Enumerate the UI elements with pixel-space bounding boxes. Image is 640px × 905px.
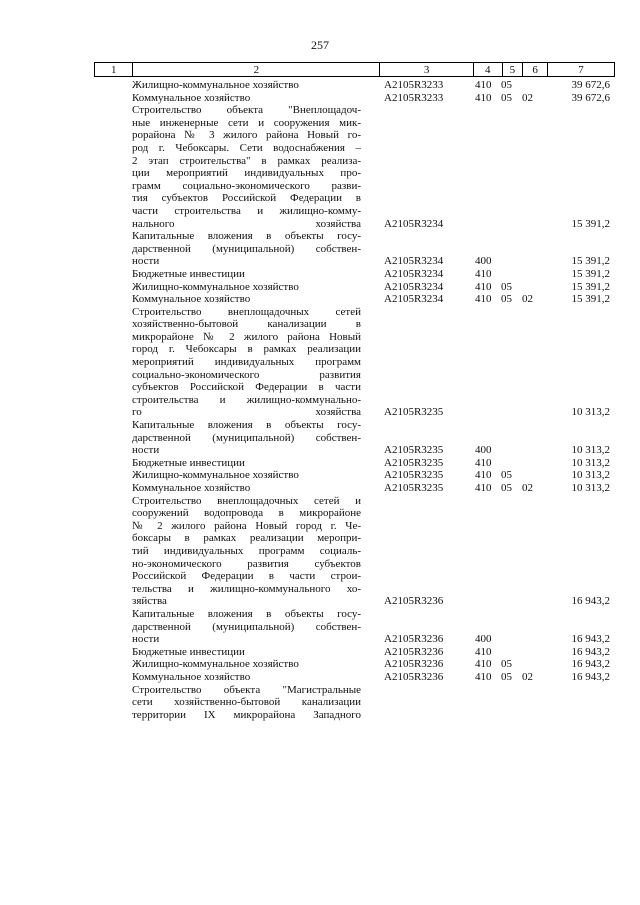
amount: 10 313,2 xyxy=(571,406,610,419)
amount: 15 391,2 xyxy=(571,217,610,230)
description-line: род г. Чебоксары. Сети водоснабжения – xyxy=(132,141,361,154)
amount: 15 391,2 xyxy=(571,280,610,293)
amount: 10 313,2 xyxy=(571,469,610,482)
target-code: A2105R3233 xyxy=(384,91,444,104)
description-line: № 2 жилого района Новый город г. Че- xyxy=(132,519,361,532)
expense-type: 410 xyxy=(475,280,492,293)
expense-type: 410 xyxy=(475,456,492,469)
description-line: территории IX микрорайона Западного xyxy=(132,708,361,721)
expense-type: 400 xyxy=(475,444,492,457)
description-line: 2 этап строительства" в рамках реализа- xyxy=(132,154,361,167)
description-line: дарственной (муниципальной) собствен- xyxy=(132,431,361,444)
description-line: Бюджетные инвестиции xyxy=(132,456,245,469)
description-line: Коммунальное хозяйство xyxy=(132,482,251,494)
description-line: Капитальные вложения в объекты госу- xyxy=(132,230,361,243)
target-code: A2105R3235 xyxy=(384,456,444,469)
row-description xyxy=(132,230,361,268)
table-row xyxy=(0,671,640,684)
row-description xyxy=(132,457,361,470)
header-col-6: 6 xyxy=(523,63,548,77)
description-line: сети хозяйственно-бытовой канализации xyxy=(132,696,361,709)
row-description xyxy=(132,469,361,482)
table-row xyxy=(0,268,640,281)
description-line: Строительство внеплощадочных сетей xyxy=(132,305,361,318)
table-row xyxy=(0,419,640,457)
description-line: город г. Чебоксары в рамках реализации xyxy=(132,343,361,356)
description-line: грамм социально-экономического разви- xyxy=(132,179,361,192)
description-line: хозяйственно-бытовой канализации в xyxy=(132,318,361,331)
expense-type: 410 xyxy=(475,79,492,91)
amount: 10 313,2 xyxy=(571,444,610,457)
table-row xyxy=(0,482,640,495)
expense-type: 410 xyxy=(475,658,492,671)
row-description xyxy=(132,281,361,294)
target-code: A2105R3235 xyxy=(384,444,444,457)
header-col-4: 4 xyxy=(473,63,502,77)
expense-type: 410 xyxy=(475,267,492,280)
target-code: A2105R3234 xyxy=(384,255,444,268)
table-row xyxy=(0,495,640,608)
target-code: A2105R3235 xyxy=(384,482,444,494)
table-row xyxy=(0,684,640,722)
description-line: строительства и жилищно-коммунально- xyxy=(132,393,361,406)
description-line: боксары в рамках реализации меропри- xyxy=(132,532,361,545)
subsection-code: 02 xyxy=(522,293,533,306)
description-line: Бюджетные инвестиции xyxy=(132,645,245,658)
section-code: 05 xyxy=(501,280,512,293)
row-description xyxy=(132,646,361,659)
description-line: Российской Федерации в части строи- xyxy=(132,570,361,583)
header-col-5: 5 xyxy=(502,63,523,77)
amount: 10 313,2 xyxy=(571,456,610,469)
expense-type: 410 xyxy=(475,293,492,306)
row-description xyxy=(132,419,361,457)
row-description xyxy=(132,684,361,722)
row-description xyxy=(132,306,361,419)
description-line: ные инженерные сети и сооружения мик- xyxy=(132,116,361,129)
table-row xyxy=(0,457,640,470)
target-code: A2105R3236 xyxy=(384,658,444,671)
table-body xyxy=(0,79,640,721)
section-code: 05 xyxy=(501,79,512,91)
expense-type: 400 xyxy=(475,255,492,268)
row-description xyxy=(132,671,361,684)
row-description xyxy=(132,92,361,105)
header-col-3: 3 xyxy=(380,63,474,77)
table-row xyxy=(0,230,640,268)
amount: 16 943,2 xyxy=(571,595,610,608)
section-code: 05 xyxy=(501,482,512,494)
table-row xyxy=(0,469,640,482)
amount: 10 313,2 xyxy=(571,482,610,494)
target-code: A2105R3234 xyxy=(384,267,444,280)
description-line: ности xyxy=(132,255,160,268)
target-code: A2105R3236 xyxy=(384,595,444,608)
description-line: Жилищно-коммунальное хозяйство xyxy=(132,658,299,671)
amount: 15 391,2 xyxy=(571,267,610,280)
description-line: Жилищно-коммунальное хозяйство xyxy=(132,280,299,293)
description-line: Строительство внеплощадочных сетей и xyxy=(132,494,361,507)
description-line: Коммунальное хозяйство xyxy=(132,670,251,683)
description-line: зяйства xyxy=(132,595,167,608)
row-description xyxy=(132,293,361,306)
expense-type: 410 xyxy=(475,670,492,683)
row-description xyxy=(132,658,361,671)
description-line: Жилищно-коммунальное хозяйство xyxy=(132,79,299,91)
target-code: A2105R3234 xyxy=(384,293,444,306)
amount: 16 943,2 xyxy=(571,658,610,671)
description-line: Коммунальное хозяйство xyxy=(132,293,251,306)
table-row xyxy=(0,104,640,230)
section-code: 05 xyxy=(501,91,512,104)
description-line: социально-экономического развития xyxy=(132,368,361,381)
subsection-code: 02 xyxy=(522,670,533,683)
section-code: 05 xyxy=(501,469,512,482)
table-row xyxy=(0,79,640,92)
subsection-code: 02 xyxy=(522,482,533,494)
row-description xyxy=(132,104,361,230)
description-line: дарственной (муниципальной) собствен- xyxy=(132,242,361,255)
description-line: части строительства и жилищно-комму- xyxy=(132,204,361,217)
description-line: но-экономического развития субъектов xyxy=(132,557,361,570)
description-line: мероприятий индивидуальных программ xyxy=(132,356,361,369)
table-row xyxy=(0,281,640,294)
description-line: Строительство объекта "Магистральные xyxy=(132,683,361,696)
target-code: A2105R3236 xyxy=(384,645,444,658)
row-description xyxy=(132,268,361,281)
description-line: Строительство объекта "Внеплощадоч- xyxy=(132,104,361,117)
amount: 39 672,6 xyxy=(571,79,610,91)
description-line: микрорайоне № 2 жилого района Новый xyxy=(132,330,361,343)
description-line: тельства и жилищно-коммунального хо- xyxy=(132,582,361,595)
target-code: A2105R3236 xyxy=(384,670,444,683)
description-line: Капитальные вложения в объекты госу- xyxy=(132,419,361,432)
description-line: тия субъектов Российской Федерации в xyxy=(132,192,361,205)
description-line: ности xyxy=(132,444,160,457)
target-code: A2105R3236 xyxy=(384,633,444,646)
description-line: ности xyxy=(132,633,160,646)
amount: 15 391,2 xyxy=(571,293,610,306)
target-code: A2105R3234 xyxy=(384,280,444,293)
table-row xyxy=(0,293,640,306)
expense-type: 400 xyxy=(475,633,492,646)
amount: 15 391,2 xyxy=(571,255,610,268)
description-line: субъектов Российской Федерации в части xyxy=(132,381,361,394)
subsection-code: 02 xyxy=(522,91,533,104)
row-description xyxy=(132,608,361,646)
table-row xyxy=(0,306,640,419)
table-row xyxy=(0,608,640,646)
target-code: A2105R3234 xyxy=(384,217,444,230)
header-col-2: 2 xyxy=(133,63,380,77)
section-code: 05 xyxy=(501,293,512,306)
target-code: A2105R3235 xyxy=(384,469,444,482)
amount: 16 943,2 xyxy=(571,645,610,658)
target-code: A2105R3235 xyxy=(384,406,444,419)
expense-type: 410 xyxy=(475,469,492,482)
expense-type: 410 xyxy=(475,645,492,658)
description-line: Жилищно-коммунальное хозяйство xyxy=(132,469,299,482)
table-row xyxy=(0,658,640,671)
description-line: Бюджетные инвестиции xyxy=(132,267,245,280)
section-code: 05 xyxy=(501,658,512,671)
table-row xyxy=(0,646,640,659)
description-line: ции мероприятий индивидуальных про- xyxy=(132,167,361,180)
amount: 16 943,2 xyxy=(571,670,610,683)
description-line: нального хозяйства xyxy=(132,217,361,230)
amount: 16 943,2 xyxy=(571,633,610,646)
description-line: сооружений водопровода в микрорайоне xyxy=(132,507,361,520)
description-line: тий индивидуальных программ социаль- xyxy=(132,544,361,557)
description-line: рорайона № 3 жилого района Новый го- xyxy=(132,129,361,142)
page-number: 257 xyxy=(311,38,329,52)
row-description xyxy=(132,482,361,495)
description-line: дарственной (муниципальной) собствен- xyxy=(132,620,361,633)
row-description xyxy=(132,79,361,92)
header-col-7: 7 xyxy=(547,63,614,77)
expense-type: 410 xyxy=(475,482,492,494)
section-code: 05 xyxy=(501,670,512,683)
header-col-1: 1 xyxy=(95,63,133,77)
row-description xyxy=(132,495,361,608)
target-code: A2105R3233 xyxy=(384,79,444,91)
description-line: го хозяйства xyxy=(132,406,361,419)
amount: 39 672,6 xyxy=(571,91,610,104)
table-header xyxy=(94,62,615,77)
description-line: Капитальные вложения в объекты госу- xyxy=(132,607,361,620)
table-row xyxy=(0,92,640,105)
description-line: Коммунальное хозяйство xyxy=(132,91,251,104)
expense-type: 410 xyxy=(475,91,492,104)
